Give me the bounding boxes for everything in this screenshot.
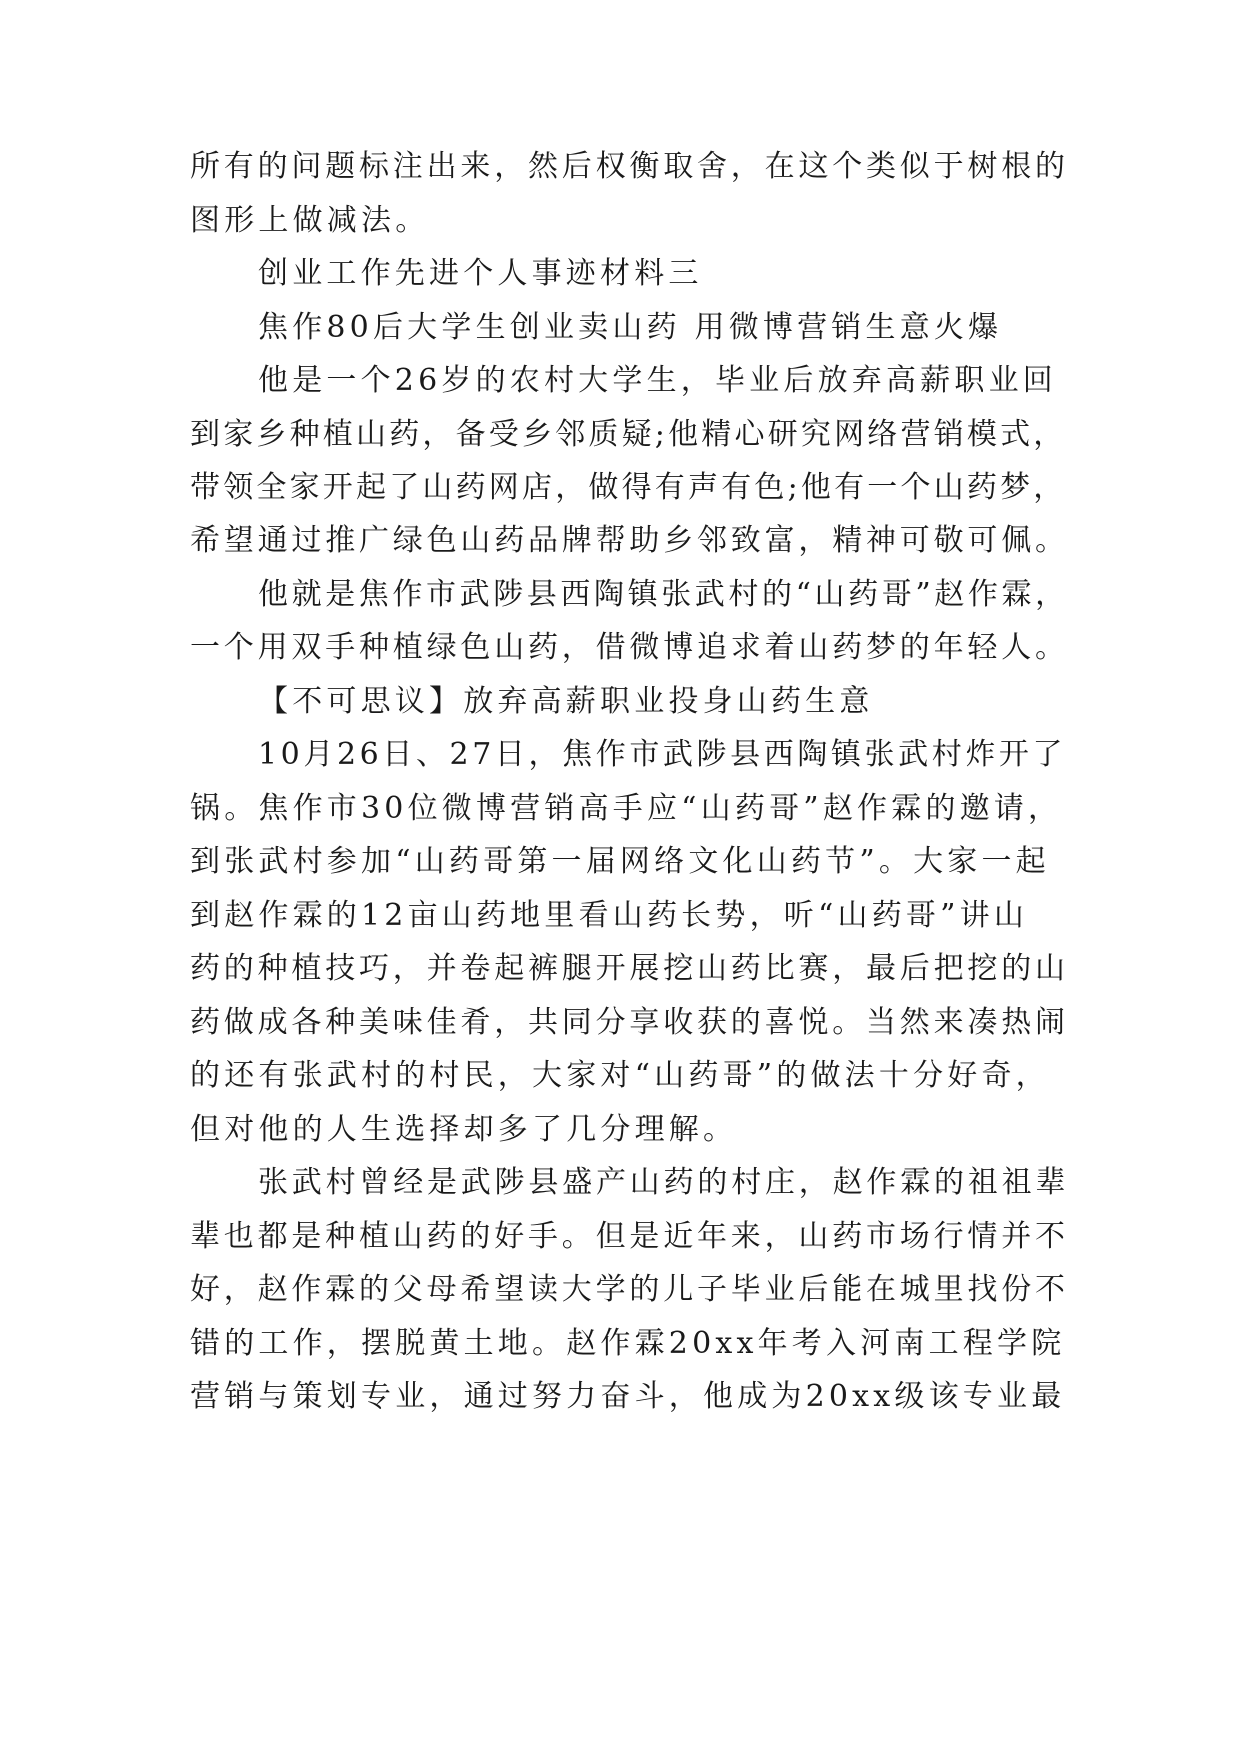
text-line: 到家乡种植山药，备受乡邻质疑;他精心研究网络营销模式， (190, 417, 1067, 452)
text-line: 营销与策划专业，通过努力奋斗，他成为20xx级该专业最 (190, 1379, 1066, 1414)
text-line: 辈也都是种植山药的好手。但是近年来，山药市场行情并不 (190, 1219, 1069, 1254)
text-line: 张武村曾经是武陟县盛产山药的村庄，赵作霖的祖祖辈 (258, 1165, 1070, 1200)
text-line: 10月26日、27日，焦作市武陟县西陶镇张武村炸开了 (258, 737, 1067, 772)
text-line: 但对他的人生选择却多了几分理解。 (190, 1112, 738, 1147)
text-line: 好，赵作霖的父母希望读大学的儿子毕业后能在城里找份不 (190, 1272, 1069, 1307)
text-line: 的还有张武村的村民，大家对“山药哥”的做法十分好奇， (190, 1058, 1050, 1093)
text-line: 带领全家开起了山药网店，做得有声有色;他有一个山药梦， (190, 470, 1067, 505)
text-line: 一个用双手种植绿色山药，借微博追求着山药梦的年轻人。 (190, 630, 1069, 665)
text-line: 到张武村参加“山药哥第一届网络文化山药节”。大家一起 (190, 844, 1050, 879)
text-line: 错的工作，摆脱黄土地。赵作霖20xx年考入河南工程学院 (190, 1326, 1066, 1361)
text-line: 到赵作霖的12亩山药地里看山药长势，听“山药哥”讲山 (190, 898, 1029, 933)
section-heading: 创业工作先进个人事迹材料三 (258, 256, 703, 291)
text-line: 药的种植技巧，并卷起裤腿开展挖山药比赛，最后把挖的山 (190, 951, 1069, 986)
subheading: 【不可思议】放弃高薪职业投身山药生意 (258, 684, 874, 719)
text-line: 他是一个26岁的农村大学生，毕业后放弃高薪职业回 (258, 363, 1057, 398)
text-line: 图形上做减法。 (190, 203, 430, 238)
text-line: 所有的问题标注出来，然后权衡取舍，在这个类似于树根的 (190, 149, 1069, 184)
text-line: 药做成各种美味佳肴，共同分享收获的喜悦。当然来凑热闹 (190, 1005, 1069, 1040)
text-line: 锅。焦作市30位微博营销高手应“山药哥”赵作霖的邀请， (190, 791, 1063, 826)
article-title: 焦作80后大学生创业卖山药 用微博营销生意火爆 (258, 310, 1003, 345)
text-line: 希望通过推广绿色山药品牌帮助乡邻致富，精神可敬可佩。 (190, 523, 1069, 558)
text-line: 他就是焦作市武陟县西陶镇张武村的“山药哥”赵作霖， (258, 577, 1069, 612)
